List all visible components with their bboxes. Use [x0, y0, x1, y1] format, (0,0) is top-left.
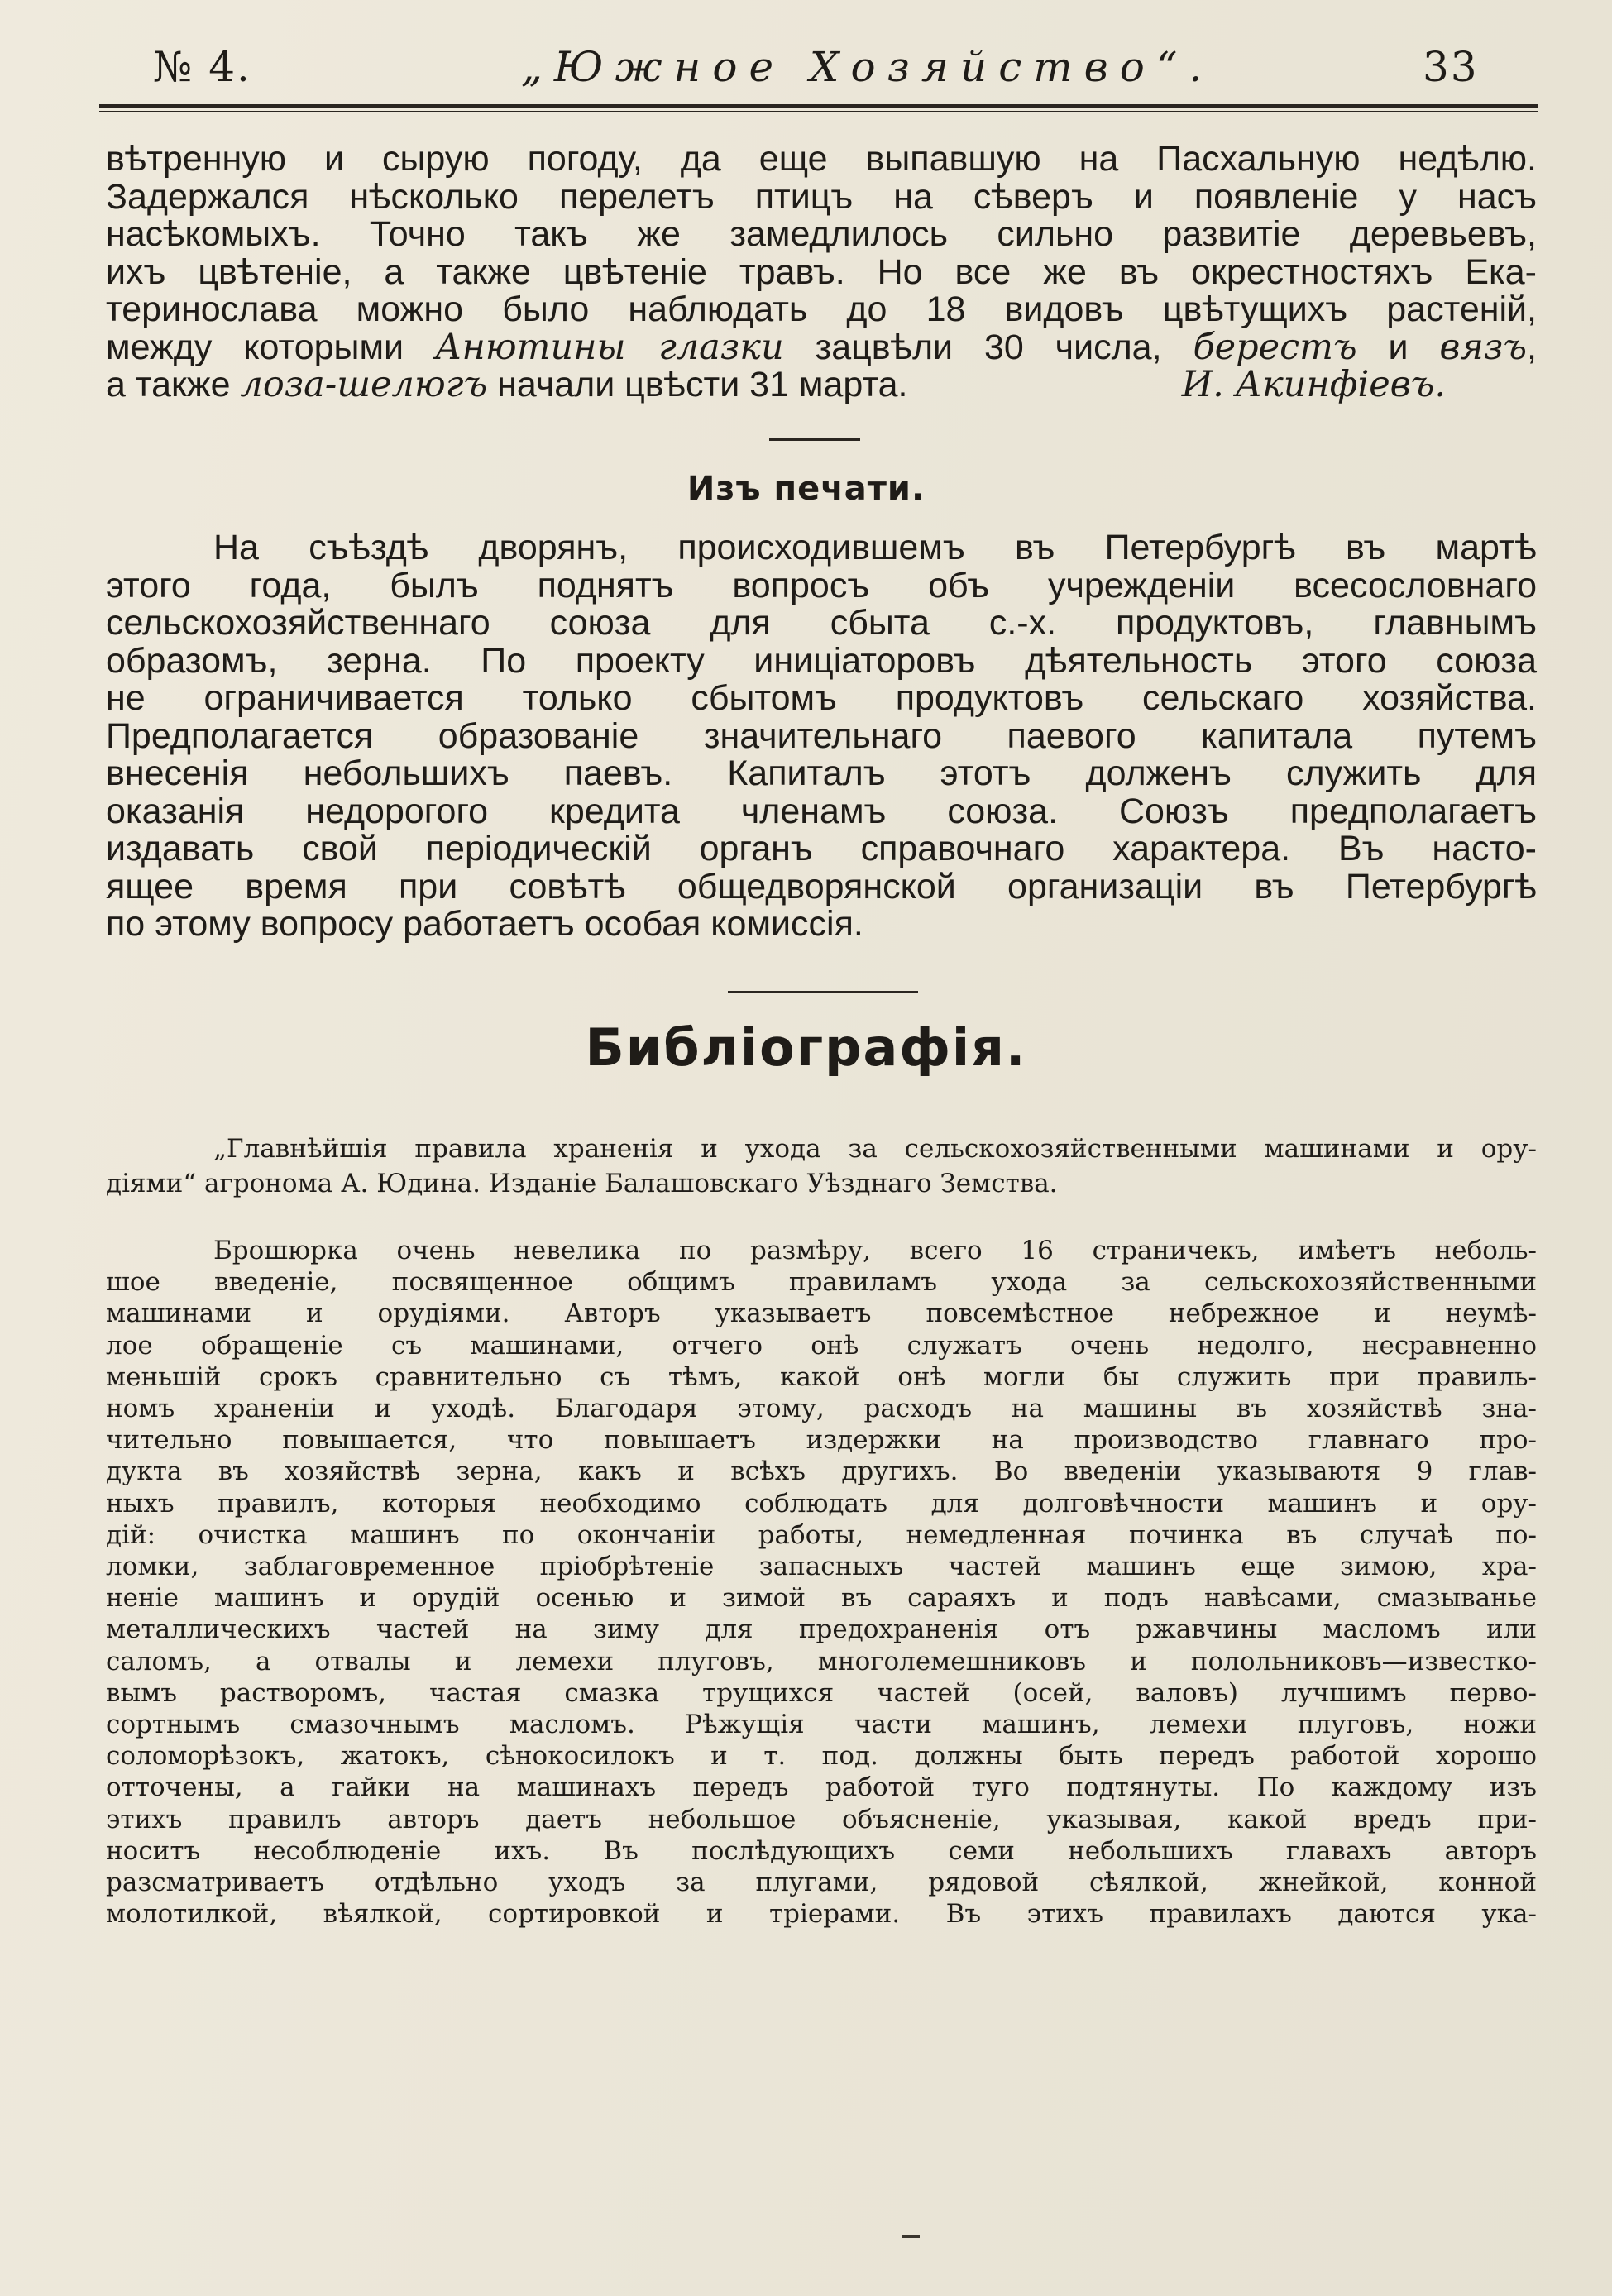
header-rule: [99, 104, 1538, 108]
plant-name: берестъ: [1193, 326, 1357, 368]
text-line: ломки, заблаговременное пріобрѣтеніе запасныхъ частей машинъ еще зимою, хра-: [106, 1552, 1537, 1582]
plant-name: вязъ: [1439, 326, 1528, 368]
text-line: внесенія небольшихъ паевъ. Капиталъ этотъ долженъ служить для: [106, 753, 1537, 793]
press-paragraph: [106, 529, 1537, 944]
citation-line: „Главнѣйшія правила храненія и ухода за сельскохозяйственными машинами и ору-: [213, 1134, 1537, 1164]
text-line: издавать свой періодическій органъ справочнаго характера. Въ насто-: [106, 829, 1537, 868]
text-line: Брошюрка очень невелика по размѣру, всего 16 страничекъ, имѣетъ неболь-: [213, 1236, 1537, 1265]
section-title-bibliography: Библіографія.: [585, 1017, 1027, 1078]
text-line: металлическихъ частей на зиму для предохраненія отъ ржавчины масломъ или: [106, 1614, 1537, 1645]
text-line: теринослава можно было наблюдать до 18 видовъ цвѣтущихъ растеній,: [106, 289, 1537, 329]
issue-number: № 4.: [153, 43, 251, 91]
review-paragraph: [106, 1235, 1537, 1930]
text-line: разсматриваетъ отдѣльно уходъ за плугами, рядовой сѣялкой, жнейкой, конной: [106, 1868, 1537, 1898]
text-line: не ограничивается только сбытомъ продуктовъ сельскаго хозяйства.: [106, 678, 1537, 718]
text-line: дій: очистка машинъ по окончаніи работы, немедленная починка въ случаѣ по-: [106, 1519, 1537, 1550]
text-line: сортнымъ смазочнымъ масломъ. Рѣжущія части машинъ, лемехи плуговъ, ножи: [106, 1710, 1537, 1740]
intro-paragraph: [106, 141, 1537, 404]
text-line: меньшій срокъ сравнительно съ тѣмъ, какой онѣ могли бы служить при правиль-: [106, 1361, 1537, 1392]
text-line: по этому вопросу работаетъ особая комиссія.: [106, 904, 863, 944]
citation-line: діями“ агронома А. Юдина. Изданіе Балашовскаго Уѣзднаго Земства.: [106, 1169, 1058, 1198]
plant-name: Анютины глазки: [434, 326, 784, 368]
page-number: 33: [1423, 43, 1479, 91]
journal-title: „Южное Хозяйство“.: [521, 43, 1214, 91]
citation-author: А. Юдина: [341, 1169, 473, 1198]
text-line: Предполагается образованіе значительнаго паевого капитала путемъ: [106, 715, 1537, 756]
text-line: соломорѣзокъ, жатокъ, сѣнокосилокъ и т. под. должны быть передъ работой хорошо: [106, 1741, 1537, 1772]
text-line: На съѣздѣ дворянъ, происходившемъ въ Петербургѣ въ мартѣ: [213, 528, 1537, 567]
text-line: образомъ, зерна. По проекту иниціаторовъ дѣятельность этого союза: [106, 640, 1537, 681]
text-line: сельскохозяйственнаго союза для сбыта с.-х. продуктовъ, главнымъ: [106, 603, 1537, 643]
text-line: носитъ несоблюденіе ихъ. Въ послѣдующихъ семи небольшихъ главахъ авторъ: [106, 1835, 1537, 1866]
text-line: а также лоза-шелюгъ начали цвѣсти 31 марта. И. Акинфіевъ.: [106, 364, 1446, 405]
section-divider: [728, 991, 918, 993]
text-line: Задержался нѣсколько перелетъ птицъ на сѣверъ и появленіе у насъ: [106, 176, 1537, 217]
text-line: неніе машинъ и орудій осенью и зимой въ сараяхъ и подъ навѣсами, смазыванье: [106, 1583, 1537, 1614]
section-divider: [769, 438, 860, 441]
text-line: саломъ, а отвалы и лемехи плуговъ, многолемешниковъ и полольниковъ—известко-: [106, 1646, 1537, 1677]
text-line: вѣтренную и сырую погоду, да еще выпавшую на Пасхальную недѣлю.: [106, 139, 1537, 179]
header-rule-thin: [99, 111, 1538, 112]
text-line: насѣкомыхъ. Точно такъ же замедлилось сильно развитіе деревьевъ,: [106, 214, 1537, 254]
text-line: чительно повышается, что повышаетъ издержки на производство главнаго про-: [106, 1425, 1537, 1456]
text-line: шое введеніе, посвященное общимъ правиламъ ухода за сельскохозяйственными: [106, 1267, 1537, 1298]
text-line: лое обращеніе съ машинами, отчего онѣ служатъ очень недолго, несравненно: [106, 1330, 1537, 1361]
text-line: молотилкой, вѣялкой, сортировкой и тріерами. Въ этихъ правилахъ даются ука-: [106, 1899, 1537, 1930]
text-line: этихъ правилъ авторъ даетъ небольшое объясненіе, указывая, какой вредъ при-: [106, 1804, 1537, 1834]
text-line: вымъ растворомъ, частая смазка трущихся частей (осей, валовъ) лучшимъ перво-: [106, 1677, 1537, 1708]
text-line: оказанія недорогого кредита членамъ союза. Союзъ предполагаетъ: [106, 791, 1537, 831]
text-line: дукта въ хозяйствѣ зерна, какъ и всѣхъ другихъ. Во введеніи указываютя 9 глав-: [106, 1457, 1537, 1487]
text-line: этого года, былъ поднятъ вопросъ объ учрежденіи всесословнаго: [106, 565, 1537, 605]
text-line: ныхъ правилъ, которыя необходимо соблюдать для долговѣчности машинъ и ору-: [106, 1488, 1537, 1519]
author-signature: И. Акинфіевъ.: [1181, 364, 1446, 405]
text-line: отточены, а гайки на машинахъ передъ работой туго подтянуты. По каждому изъ: [106, 1772, 1537, 1803]
text-line: ихъ цвѣтеніе, а также цвѣтеніе травъ. Но все же въ окрестностяхъ Ека-: [106, 251, 1537, 292]
print-mark: [902, 2235, 920, 2238]
plant-name: лоза-шелюгъ: [240, 364, 488, 405]
book-citation: [106, 1131, 1537, 1201]
text-line: номъ храненіи и уходѣ. Благодаря этому, расходъ на машины въ хозяйствѣ зна-: [106, 1394, 1537, 1424]
text-line: ящее время при совѣтѣ общедворянской организаціи въ Петербургѣ: [106, 866, 1537, 906]
section-title-press: Изъ печати.: [686, 470, 926, 508]
text-line: машинами и орудіями. Авторъ указываетъ повсемѣстное небрежное и неумѣ-: [106, 1299, 1537, 1329]
page-header: [108, 35, 1530, 101]
text-line: между которыми Анютины глазки зацвѣли 30 числа, берестъ и вязъ,: [106, 326, 1537, 368]
